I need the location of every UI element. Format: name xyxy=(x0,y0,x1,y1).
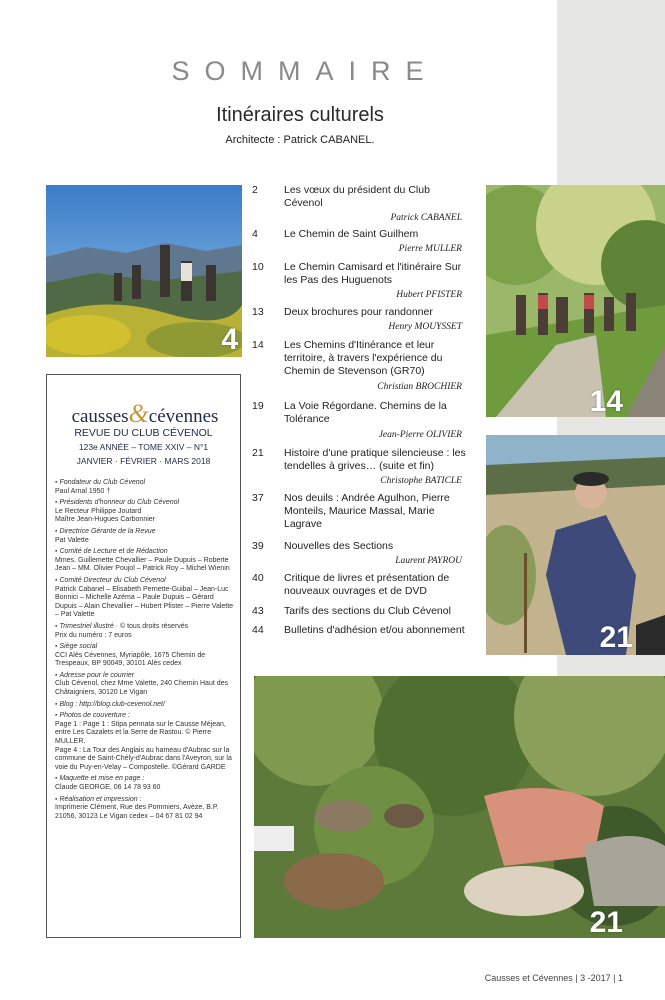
toc-title: Histoire d'une pratique silencieuse : les tendelles à grives… (suite et fin) xyxy=(284,447,466,472)
credit-item: ▪ Fondateur du Club Cévenol Paul Arnal 1950 † xyxy=(55,479,237,496)
toc-title: Bulletins d'adhésion et/ou abonnement xyxy=(284,624,465,636)
page-title: SOMMAIRE xyxy=(171,56,439,86)
toc-author: Hubert PFISTER xyxy=(396,290,462,300)
toc-page-number: 44 xyxy=(252,624,264,636)
toc-author: Henry MOUYSSET xyxy=(388,322,462,332)
toc-title: Les Chemins d'Itinérance et leur territoire, à travers l'expérience du Chemin de Stevenson (GR70) xyxy=(284,339,443,377)
issue-period: JANVIER · FÉVRIER · MARS 2018 xyxy=(76,456,211,466)
page-footer: Causses et Cévennes | 3 -2017 | 1 xyxy=(484,973,623,983)
toc-title: Tarifs des sections du Club Cévenol xyxy=(284,605,451,617)
toc-page-number: 4 xyxy=(252,228,258,240)
toc-title: Nos deuils : Andrée Agulhon, Pierre Monteils, Maurice Massal, Marie Lagrave xyxy=(284,492,450,530)
credit-item: ▪ Photos de couverture : Page 1 : Page 1 : Stipa pennata sur le Causse Méjean, entre Les Cazalets et la Serre de Rastou. © Pierre MULLER. Page 4 : La Tour des Anglais au hameau d'Aubrac sur la commune de Saint-Chély-d'Aubrac dans l'Aveyron, sur la voie du Puy-en-Velay – Compostelle. ©Gérard GARDE xyxy=(55,712,237,772)
credit-item: ▪ Comité de Lecture et de Rédaction Mmes. Guillemette Chevallier – Paule Dupuis – Roberte Jean – MM. Olivier Poujol – Patrick Roy – Michel Wienin xyxy=(55,548,237,574)
old-man-photo xyxy=(486,435,665,655)
walkers-photo xyxy=(486,185,665,417)
credit-item: ▪ Réalisation et impression : Imprimerie Clément, Rue des Pommiers, Avèze, B.P. 21056, 30123 Le Vigan cedex – 04 67 81 02 94 xyxy=(55,796,237,822)
toc-title: Deux brochures pour randonner xyxy=(284,306,433,318)
toc-author: Pierre MULLER xyxy=(398,244,462,254)
toc-author: Laurent PAYROU xyxy=(395,556,462,566)
toc-author: Patrick CABANEL xyxy=(390,213,462,223)
blog-link[interactable]: ▪ Blog : http://blog.club-cevenol.net/ xyxy=(55,701,237,710)
toc-title: Critique de livres et présentation de nouveaux ouvrages et de DVD xyxy=(284,572,450,597)
page-number-badge: 4 xyxy=(221,323,238,356)
toc-page-number: 14 xyxy=(252,339,264,351)
toc-page-number: 40 xyxy=(252,572,264,584)
section-subtitle: Itinéraires culturels xyxy=(216,104,384,126)
hikers-photo xyxy=(46,185,242,357)
toc-page-number: 19 xyxy=(252,400,264,412)
journal-name: REVUE DU CLUB CÉVENOL xyxy=(74,427,213,439)
credit-item: ▪ Adresse pour le courrier Club Cévenol, chez Mme Valette, 240 Chemin Haut des Châtaigniers, 30120 Le Vigan xyxy=(55,672,237,698)
page-number-badge: 21 xyxy=(589,906,623,938)
toc-author: Christophe BATICLE xyxy=(380,476,462,486)
toc-title: Nouvelles des Sections xyxy=(284,540,394,552)
toc-title: Le Chemin de Saint Guilhem xyxy=(284,228,419,240)
credit-item: ▪ Directrice Gérante de la Revue Pat Valette xyxy=(55,528,237,545)
journal-logo: causses&cévennes xyxy=(71,399,219,428)
toc-title: La Voie Régordane. Chemins de la Tolérance xyxy=(284,400,447,425)
toc-author: Jean-Pierre OLIVIER xyxy=(378,430,462,440)
credit-item: ▪ Siège social CCI Alès Cévennes, Myriapôle, 1675 Chemin de Trespeaux, BP 90049, 30101 Alès cedex xyxy=(55,643,237,669)
toc-author: Christian BROCHIER xyxy=(377,382,462,392)
toc-page-number: 21 xyxy=(252,447,264,459)
toc-page-number: 13 xyxy=(252,306,264,318)
architect-credit: Architecte : Patrick CABANEL. xyxy=(225,134,375,146)
credit-item: ▪ Maquette et mise en page : Claude GEORGE, 06 14 78 93 60 xyxy=(55,775,237,792)
toc-page-number: 10 xyxy=(252,261,264,273)
toc-page-number: 2 xyxy=(252,184,258,196)
page-number-badge: 14 xyxy=(589,385,623,417)
birds-photo xyxy=(254,676,665,938)
credits-list xyxy=(55,479,237,824)
toc-page-number: 39 xyxy=(252,540,264,552)
credit-item: ▪ Trimestriel illustré · © tous droits réservés Prix du numéro : 7 euros xyxy=(55,623,237,640)
toc-title: Les vœux du président du Club Cévenol xyxy=(284,184,430,209)
masthead-box xyxy=(46,374,241,938)
toc-page-number: 43 xyxy=(252,605,264,617)
page-number-badge: 21 xyxy=(599,621,633,654)
toc-title: Le Chemin Camisard et l'itinéraire Sur les Pas des Huguenots xyxy=(284,261,462,286)
credit-item: ▪ Présidents d'honneur du Club Cévenol Le Recteur Philippe Joutard Maître Jean-Hugues Carbonnier xyxy=(55,499,237,525)
credit-item: ▪ Comité Directeur du Club Cévenol Patrick Cabanel – Elisabeth Pernette-Guibal – Jean-Luc Bonnici – Michelle Azéma – Paule Dupuis – Gérard Dupuis – Alain Chevallier – Hubert Pfister – Pierre Valette – Pat Valette xyxy=(55,577,237,620)
toc-page-number: 37 xyxy=(252,492,264,504)
volume-info: 123e ANNÉE – TOME XXIV – N°1 xyxy=(78,442,209,452)
